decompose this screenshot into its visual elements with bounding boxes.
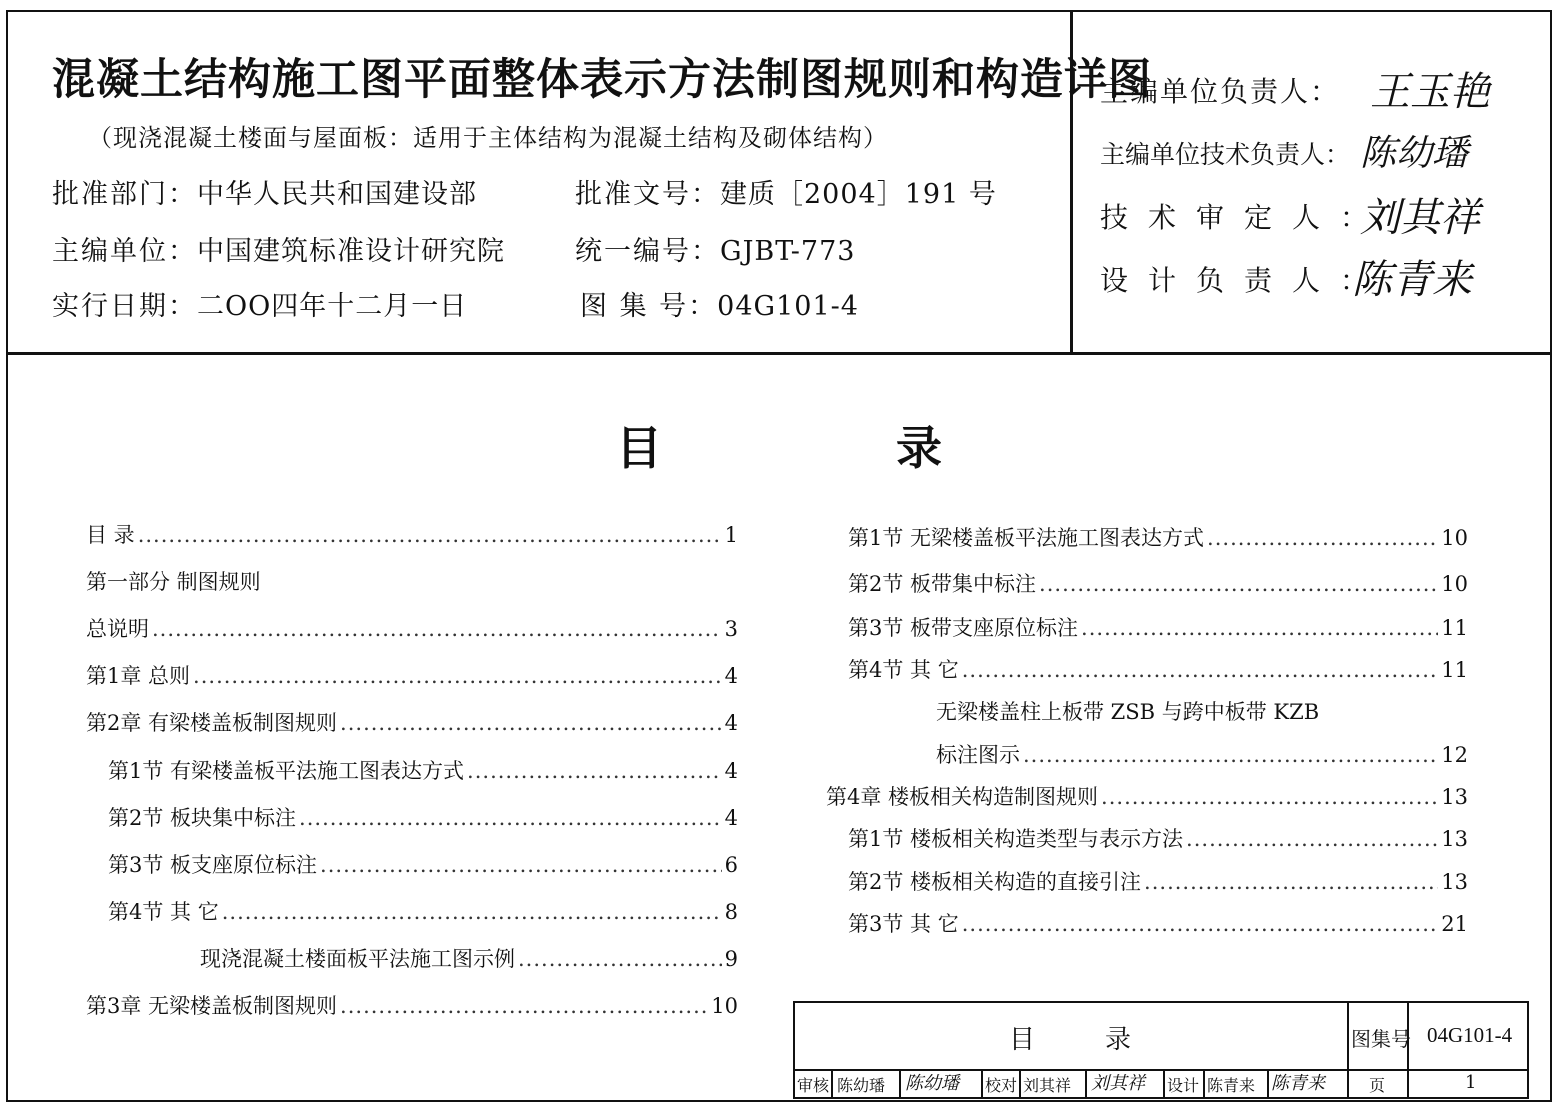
title-block-vline [899, 1069, 901, 1097]
toc-leader [1023, 743, 1438, 767]
toc-entry-page: 1 [724, 523, 738, 547]
toc-entry-label: 第2节 板块集中标注 [108, 806, 297, 830]
reviewer-name: 陈幼璠 [837, 1076, 886, 1095]
toc-entry-label: 第2节 楼板相关构造的直接引注 [848, 870, 1142, 894]
approval-doc-row [575, 172, 997, 211]
unified-no-row [575, 229, 855, 268]
toc-entry-label: 第3节 板带支座原位标注 [848, 616, 1079, 640]
toc-title-left: 目 [616, 421, 662, 475]
toc-entry [848, 866, 1468, 896]
toc-entry-label: 无梁楼盖柱上板带 ZSB 与跨中板带 KZB [936, 700, 1320, 724]
toc-leader [340, 994, 708, 1018]
toc-leader [340, 711, 722, 735]
toc-entry [86, 707, 738, 737]
title-block-atlas-no: 04G101-4 [1427, 1023, 1513, 1047]
toc-entry [936, 696, 1319, 726]
toc-entry-label: 第2节 板带集中标注 [848, 572, 1037, 596]
checker-name: 刘其祥 [1023, 1076, 1072, 1095]
toc-entry [86, 613, 738, 643]
signature-design-lead: 陈青来 [1352, 257, 1472, 303]
toc-entry-page: 4 [724, 711, 738, 735]
toc-entry [86, 566, 261, 596]
toc-entry-page: 3 [724, 617, 738, 641]
toc-entry-page: 13 [1441, 785, 1468, 809]
approval-doc-label: 批准文号： [575, 179, 720, 210]
toc-entry [848, 612, 1468, 642]
signature-chief-editor: 王玉艳 [1370, 69, 1490, 115]
toc-leader [962, 658, 1439, 682]
toc-leader [1039, 572, 1438, 596]
toc-leader [193, 664, 722, 688]
toc-entry-label: 第4节 其 它 [108, 900, 219, 924]
toc-entry-page: 10 [1441, 526, 1468, 550]
editor-unit-label: 主编单位： [52, 236, 197, 267]
role-chief-editor-label: 主编单位负责人： [1100, 75, 1341, 108]
toc-entry [86, 660, 738, 690]
title-block-vline [1203, 1069, 1205, 1097]
atlas-no-value: 04G101-4 [717, 291, 859, 322]
toc-entry-label: 第3节 板支座原位标注 [108, 853, 318, 877]
toc-leader [962, 912, 1439, 936]
toc-entry-page: 8 [724, 900, 738, 924]
toc-leader [1186, 827, 1438, 851]
toc-entry-label: 第1章 总则 [86, 664, 191, 688]
editor-unit-value: 中国建筑标准设计研究院 [197, 236, 505, 267]
editor-unit-row [52, 229, 505, 268]
toc-entry [848, 568, 1468, 598]
review-label: 审核 [797, 1076, 830, 1095]
page-label: 页 [1369, 1076, 1386, 1095]
effective-date-label: 实行日期： [52, 291, 197, 322]
toc-entry [200, 943, 738, 973]
title-block-vline [1267, 1069, 1269, 1097]
design-label: 设计 [1167, 1076, 1200, 1095]
atlas-no-label: 图 集 号： [580, 291, 718, 322]
toc-leader [518, 947, 722, 971]
role-design-lead-label: 设计负责人： [1100, 264, 1389, 297]
designer-name: 陈青来 [1207, 1076, 1256, 1095]
toc-entry-page: 12 [1441, 743, 1468, 767]
toc-entry-page: 13 [1441, 870, 1468, 894]
signature-tech-reviewer: 刘其祥 [1360, 195, 1480, 241]
toc-entry [86, 990, 738, 1020]
title-block-vline [1085, 1069, 1087, 1097]
toc-leader [1207, 526, 1438, 550]
toc-entry-page: 21 [1441, 912, 1468, 936]
toc-entry-page: 11 [1441, 658, 1468, 682]
toc-leader [1144, 870, 1438, 894]
title-block [793, 1001, 1529, 1099]
toc-title-right: 录 [896, 421, 942, 475]
toc-entry-label: 目 录 [86, 523, 135, 547]
checker-signature: 刘其祥 [1091, 1073, 1145, 1094]
toc-entry [86, 519, 738, 549]
toc-entry-label: 总说明 [86, 617, 149, 641]
toc-entry-page: 13 [1441, 827, 1468, 851]
title-block-vline [831, 1069, 833, 1097]
atlas-title: 混凝土结构施工图平面整体表示方法制图规则和构造详图 [52, 55, 1152, 105]
role-tech-reviewer-label: 技术审定人： [1100, 201, 1389, 234]
toc-entry-page: 11 [1441, 616, 1468, 640]
title-block-atlas-label: 图集号 [1351, 1027, 1411, 1051]
toc-entry-page: 10 [1441, 572, 1468, 596]
approving-dept-label: 批准部门： [52, 179, 197, 210]
toc-entry [848, 823, 1468, 853]
atlas-no-row [580, 284, 859, 323]
unified-no-label: 统一编号： [575, 236, 720, 267]
toc-entry-label: 现浇混凝土楼面板平法施工图示例 [200, 947, 515, 971]
atlas-subtitle: （现浇混凝土楼面与屋面板：适用于主体结构为混凝土结构及砌体结构） [88, 124, 888, 152]
toc-entry-label: 第3节 其 它 [848, 912, 959, 936]
toc-leader [299, 806, 722, 830]
toc-entry-page: 10 [711, 994, 738, 1018]
toc-leader [467, 759, 722, 783]
toc-entry-label: 第2章 有梁楼盖板制图规则 [86, 711, 338, 735]
unified-no-value: GJBT-773 [720, 236, 856, 267]
toc-entry-page: 4 [724, 664, 738, 688]
toc-leader [222, 900, 722, 924]
signature-tech-head: 陈幼璠 [1360, 133, 1469, 174]
check-label: 校对 [985, 1076, 1018, 1095]
toc-leader [1081, 616, 1438, 640]
title-block-vline [1347, 1003, 1349, 1097]
title-block-vline [1163, 1069, 1165, 1097]
toc-entry-label: 第1节 无梁楼盖板平法施工图表达方式 [848, 526, 1205, 550]
toc-entry-label: 第1节 楼板相关构造类型与表示方法 [848, 827, 1184, 851]
toc-entry [848, 908, 1468, 938]
title-block-vline [981, 1069, 983, 1097]
page-number: 1 [1465, 1072, 1477, 1093]
toc-entry-label: 第3章 无梁楼盖板制图规则 [86, 994, 338, 1018]
toc-entry-label: 第4节 其 它 [848, 658, 959, 682]
toc-leader [152, 617, 722, 641]
effective-date-row [52, 284, 467, 323]
role-tech-head-label: 主编单位技术负责人： [1100, 140, 1351, 169]
approving-dept-row [52, 172, 477, 211]
designer-signature: 陈青来 [1271, 1073, 1325, 1094]
title-block-vline [1019, 1069, 1021, 1097]
toc-entry [826, 781, 1468, 811]
toc-leader [138, 523, 722, 547]
toc-entry-label: 第一部分 制图规则 [86, 570, 261, 594]
toc-entry-label: 标注图示 [936, 743, 1020, 767]
title-block-name-right: 录 [1105, 1025, 1132, 1055]
toc-entry [108, 755, 738, 785]
toc-leader [320, 853, 722, 877]
effective-date-value: 二OO四年十二月一日 [197, 291, 468, 322]
toc-entry [108, 802, 738, 832]
toc-entry [936, 739, 1468, 769]
approval-doc-value: 建质［2004］191 号 [720, 179, 997, 210]
toc-entry [108, 896, 738, 926]
toc-entry-label: 第1节 有梁楼盖板平法施工图表达方式 [108, 759, 465, 783]
toc-entry-page: 4 [724, 806, 738, 830]
toc-entry [848, 654, 1468, 684]
approving-dept-value: 中华人民共和国建设部 [197, 179, 477, 210]
toc-entry [108, 849, 738, 879]
toc-entry-page: 9 [724, 947, 738, 971]
toc-entry-label: 第4章 楼板相关构造制图规则 [826, 785, 1099, 809]
toc-entry-page: 6 [724, 853, 738, 877]
title-block-name-left: 目 [1009, 1025, 1036, 1055]
toc-entry [848, 522, 1468, 552]
reviewer-signature: 陈幼璠 [905, 1073, 959, 1094]
toc-entry-page: 4 [724, 759, 738, 783]
toc-leader [1101, 785, 1438, 809]
